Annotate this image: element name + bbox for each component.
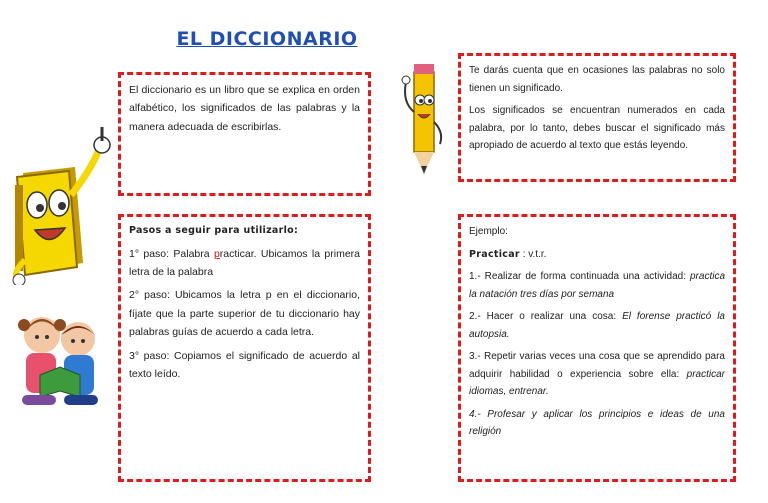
step-1-text-end: racticar. Ubicamos la primera letra de la palabra: [129, 247, 360, 278]
meaning-3-example: practicar idiomas, entrenar.: [469, 368, 725, 398]
note-box: [458, 53, 736, 182]
example-word: Practicar: [469, 248, 520, 260]
pencil-mascot-illustration: [400, 62, 450, 182]
meaning-1-example: practica la natación tres días por semana: [469, 271, 725, 300]
page-title: EL DICCIONARIO: [176, 28, 358, 50]
children-reading-illustration: [12, 305, 112, 415]
step-1-text-start: 1° paso: Palabra: [129, 247, 214, 260]
meaning-2: [469, 308, 725, 343]
steps-box: [118, 214, 371, 482]
step-1-highlight-letter: p: [213, 247, 220, 260]
meaning-3: [469, 348, 725, 401]
note-paragraph-2: Los significados se encuentran numerados en cada palabra, por lo tanto, debes buscar el significado más apropiado de acuerdo al texto que estás leyendo.: [469, 105, 725, 151]
step-3: 3° paso: Copiamos el significado de acuerdo al texto leído.: [129, 349, 360, 380]
example-box: [458, 214, 736, 482]
meaning-4: 4.- Profesar y aplicar los principios e ideas de una religión: [469, 408, 725, 438]
meaning-2-example: El forense practicó la autopsia.: [469, 311, 725, 340]
meaning-3-text: 3.- Repetir varias veces una cosa que se aprendido para adquirir habilidad o experiencia sobre ella:: [469, 351, 725, 380]
steps-heading: Pasos a seguir para utilizarlo:: [129, 225, 299, 236]
note-paragraph-1: Te darás cuenta que en ocasiones las palabras no solo tienen un significado.: [469, 65, 725, 94]
definition-text: El diccionario es un libro que se explica en orden alfabético, los significados de las palabras y la manera adecuada de escribirlas.: [129, 84, 360, 133]
step-1: [129, 245, 360, 282]
book-mascot-illustration: [5, 125, 115, 285]
example-word-type: : v.t.r.: [522, 248, 547, 260]
step-2: 2° paso: Ubicamos la letra p en el diccionario, fíjate que la parte superior de tu diccionario hay palabras guías de acuerdo a cada letra.: [129, 289, 360, 339]
meaning-2-text: 2.- Hacer o realizar una cosa:: [469, 311, 623, 323]
example-word-line: [469, 246, 725, 264]
meaning-1: [469, 268, 725, 303]
example-label: Ejemplo:: [469, 226, 508, 237]
meaning-1-text: 1.- Realizar de forma continuada una actividad:: [469, 271, 690, 283]
definition-box: [118, 72, 371, 196]
